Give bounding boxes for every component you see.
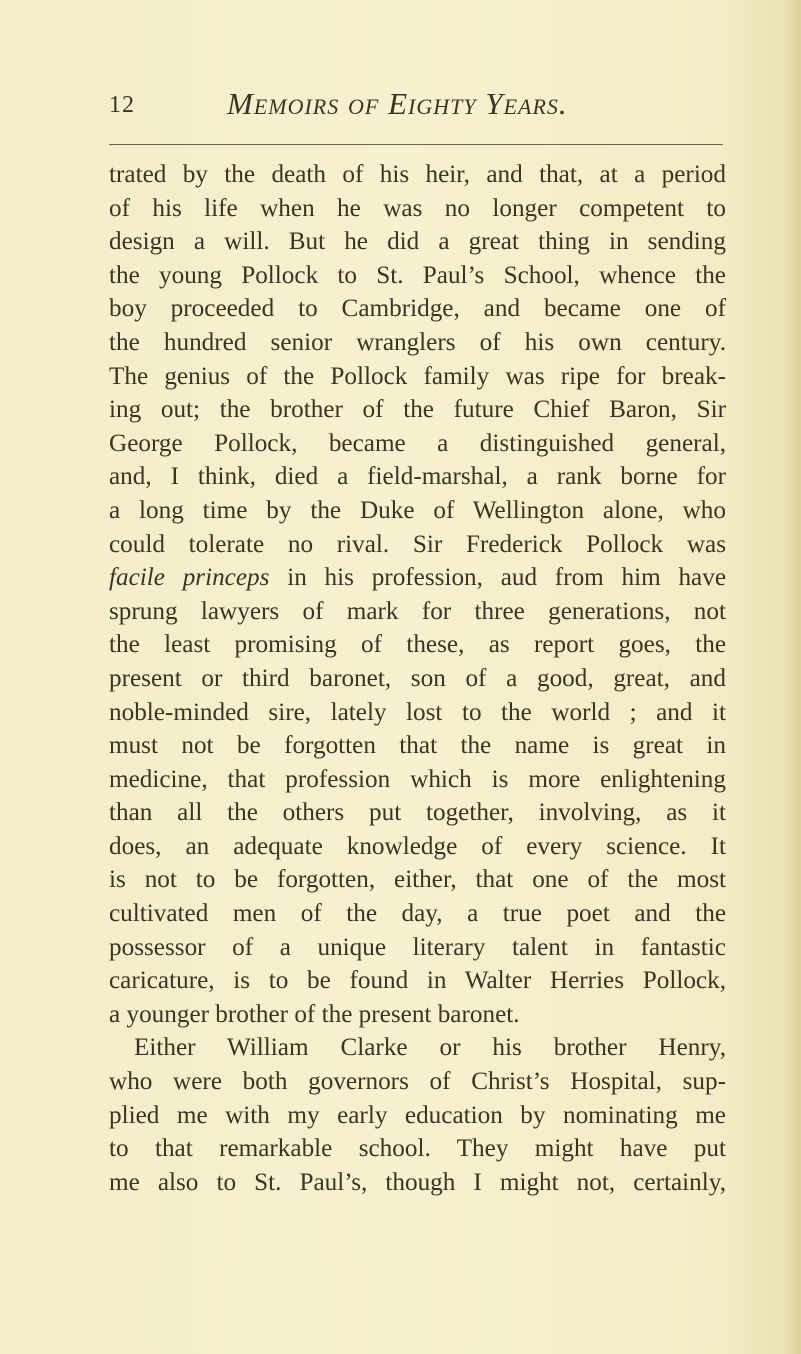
- text-line: boy proceeded to Cambridge, and became one of: [109, 295, 726, 323]
- running-header: [109, 86, 725, 134]
- text-line: ing out; the brother of the future Chief Baron, Sir: [109, 396, 726, 424]
- text-line: sprung lawyers of mark for three generations, not: [109, 597, 726, 625]
- text-line: the least promising of these, as report goes, the: [109, 631, 726, 659]
- text-line: cultivated men of the day, a true poet and the: [109, 900, 726, 928]
- text-line: must not be forgotten that the name is great in: [109, 732, 726, 760]
- text-line-paragraph-start: Either William Clarke or his brother Henry,: [134, 1034, 726, 1062]
- text-line: noble-minded sire, lately lost to the world ; and it: [109, 698, 726, 726]
- text-line: the hundred senior wranglers of his own century.: [109, 328, 726, 356]
- body-text: [109, 158, 726, 1199]
- text-line: possessor of a unique literary talent in fantastic: [109, 933, 726, 961]
- text-line: to that remarkable school. They might have put: [109, 1135, 726, 1163]
- text-line: me also to St. Paul’s, though I might not, certainly,: [109, 1168, 726, 1196]
- text-line: caricature, is to be found in Walter Herries Pollock,: [109, 967, 726, 995]
- page-number: 12: [109, 92, 135, 118]
- text-line: George Pollock, became a distinguished general,: [109, 429, 726, 457]
- text-line-paragraph-end: a younger brother of the present baronet.: [109, 1000, 520, 1028]
- italic-phrase: facile princeps: [109, 564, 270, 592]
- text-line-with-italic: [109, 561, 726, 595]
- text-line: plied me with my early education by nominating me: [109, 1101, 726, 1129]
- text-line: does, an adequate knowledge of every science. It: [109, 832, 726, 860]
- text-line: trated by the death of his heir, and that, at a period: [109, 161, 726, 188]
- text-line: the young Pollock to St. Paul’s School, whence the: [109, 261, 726, 289]
- text-line: of his life when he was no longer competent to: [109, 194, 726, 222]
- text-line: could tolerate no rival. Sir Frederick Pollock was: [109, 530, 726, 558]
- text-line: is not to be forgotten, either, that one of the most: [109, 866, 726, 894]
- text-line: present or third baronet, son of a good, great, and: [109, 664, 726, 692]
- page-edge-shading: [787, 0, 801, 1354]
- running-title: Memoirs of Eighty Years.: [227, 86, 568, 121]
- text-line: than all the others put together, involving, as it: [109, 799, 726, 827]
- text-line-rest: in his profession, aud from him have: [287, 564, 727, 592]
- text-line: a long time by the Duke of Wellington alone, who: [109, 496, 726, 524]
- text-line: who were both governors of Christ’s Hospital, sup-: [109, 1068, 726, 1096]
- text-line: The genius of the Pollock family was ripe for break-: [109, 362, 726, 390]
- header-rule: [109, 144, 723, 145]
- text-line: medicine, that profession which is more enlightening: [109, 765, 726, 793]
- text-line: design a will. But he did a great thing in sending: [109, 228, 726, 256]
- text-line: and, I think, died a field-marshal, a rank borne for: [109, 463, 726, 491]
